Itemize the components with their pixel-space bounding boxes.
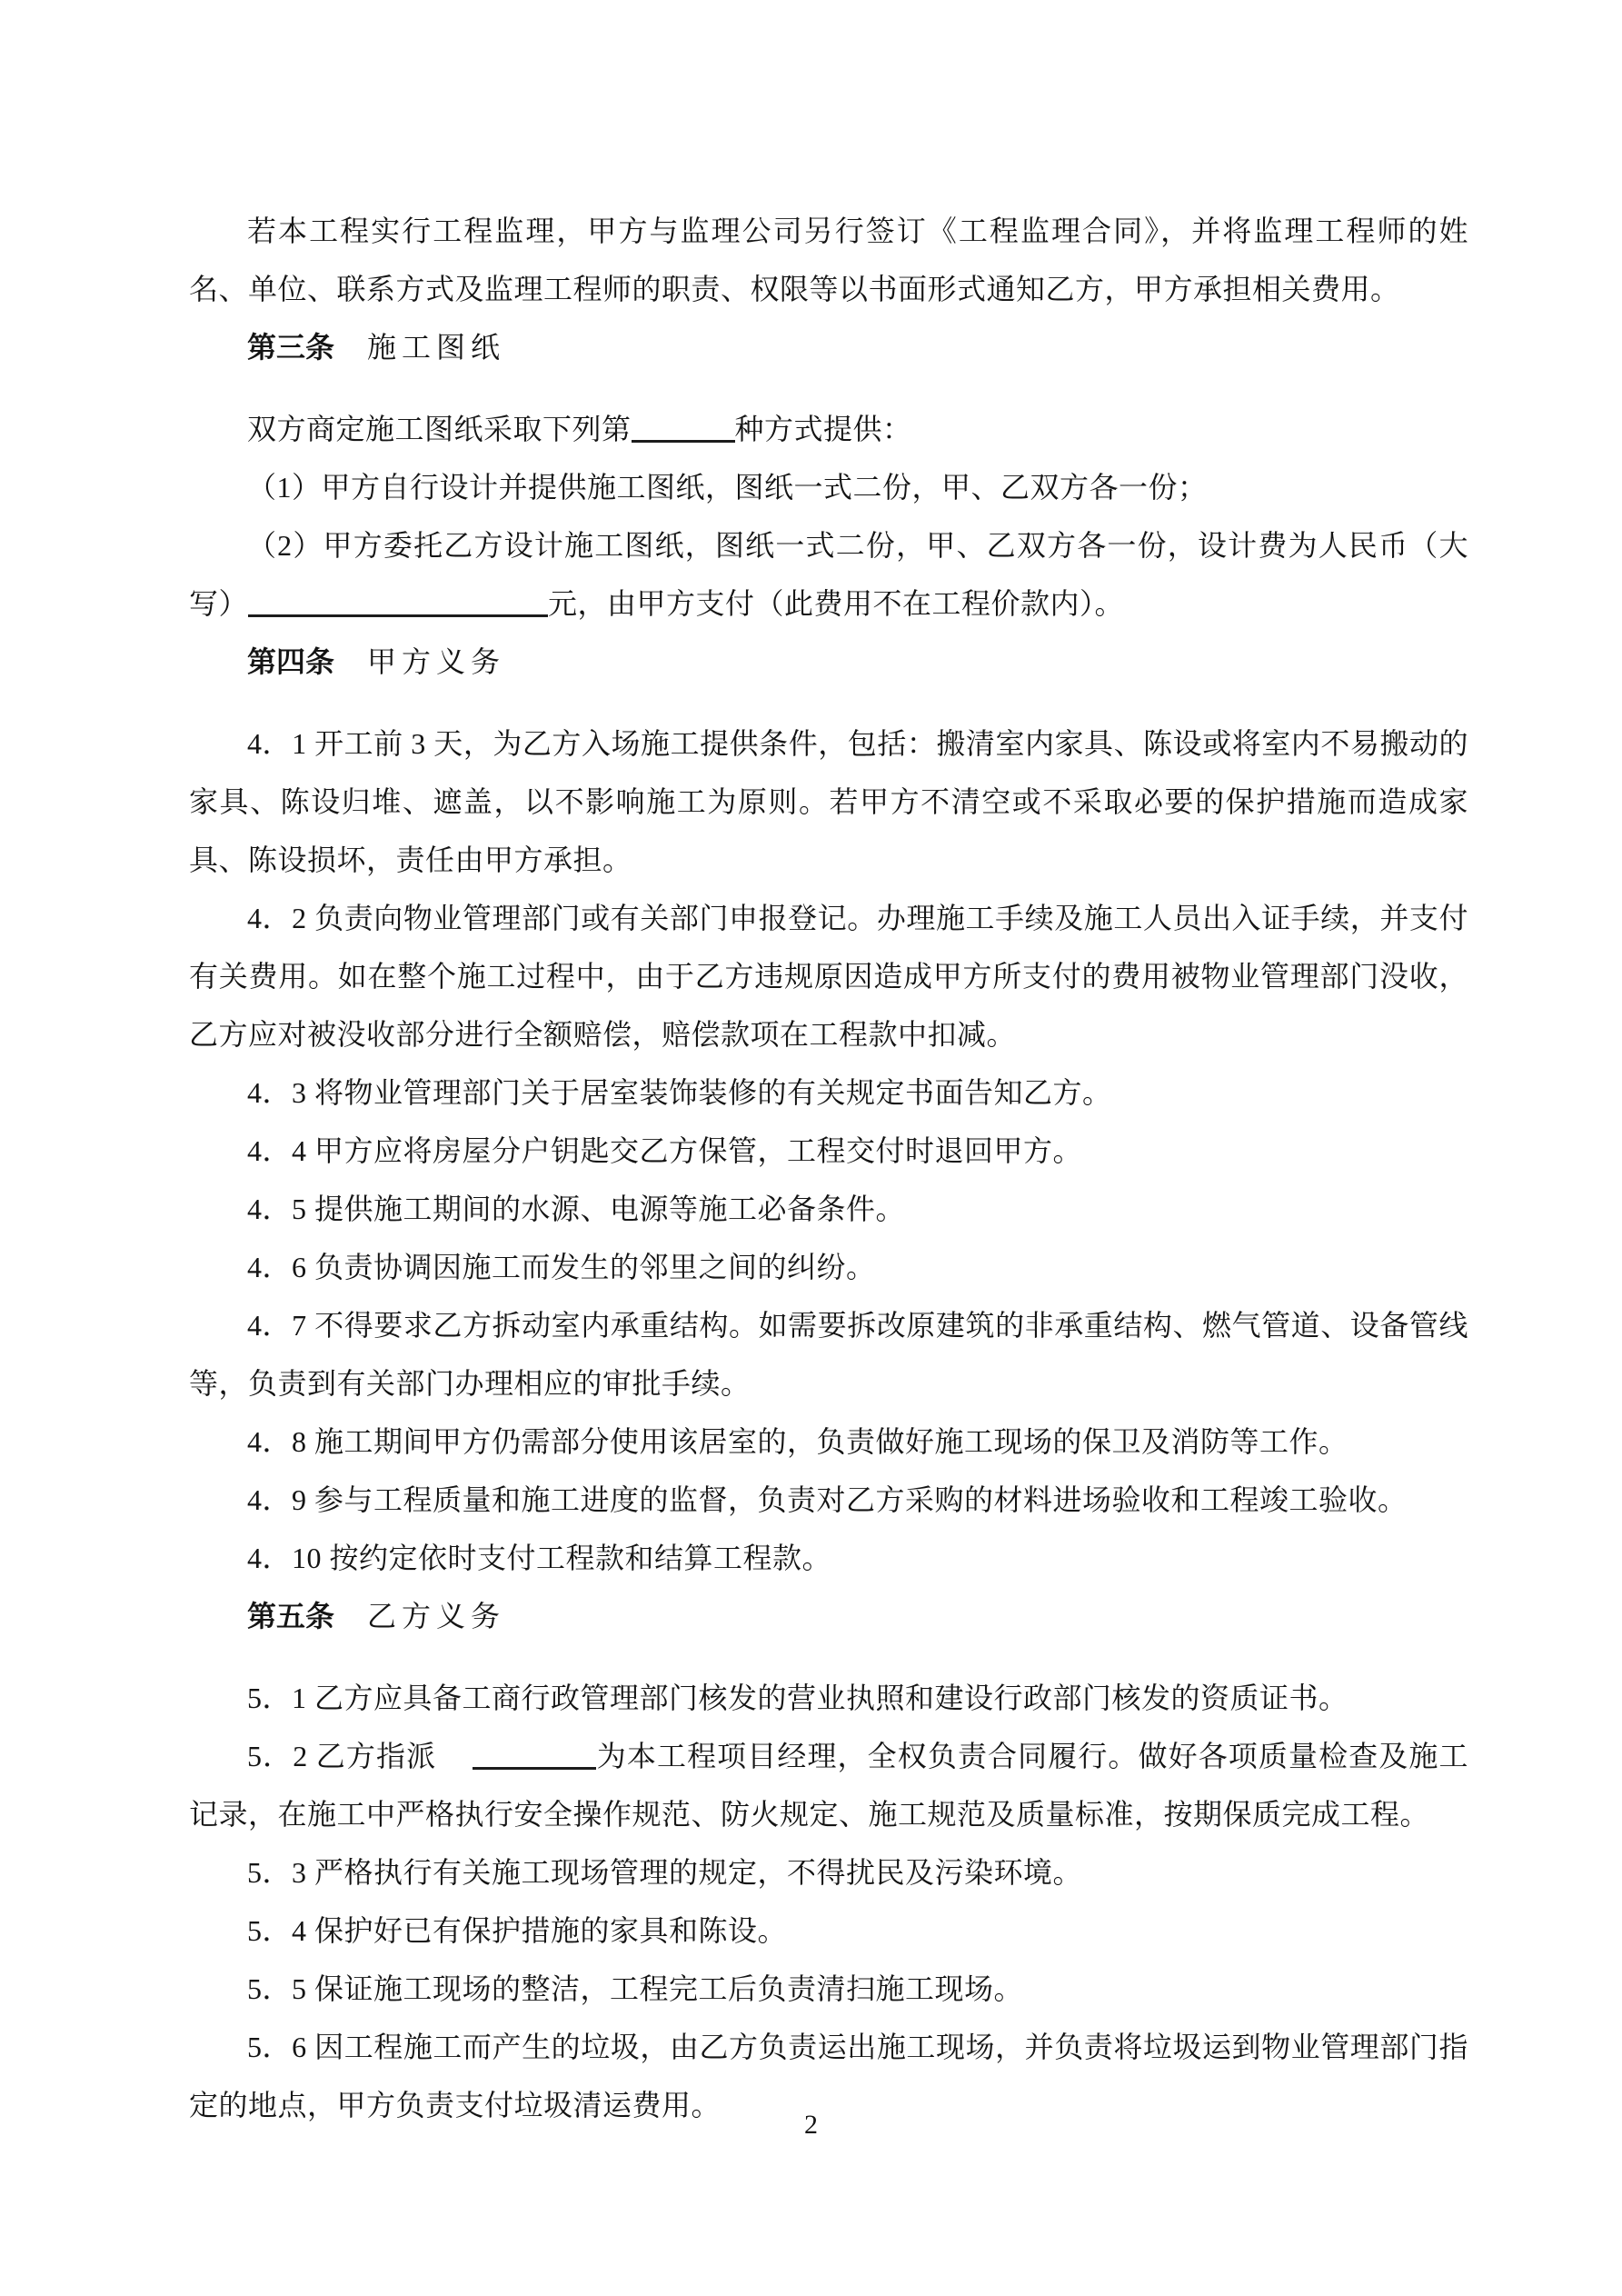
- paragraph: [189, 1413, 1468, 1471]
- heading-number: 第五条: [247, 1600, 335, 1632]
- section-heading: [189, 633, 1468, 691]
- fill-in-blank: [473, 1740, 596, 1770]
- heading-title: 甲方义务: [367, 645, 506, 678]
- page-number: 2: [804, 2110, 818, 2140]
- paragraph-text: 4．3 将物业管理部门关于居室装饰装修的有关规定书面告知乙方。: [247, 1076, 1112, 1109]
- paragraph-text: 4．6 负责协调因施工而发生的邻里之间的纠纷。: [247, 1251, 876, 1283]
- paragraph-text: 4．10 按约定依时支付工程款和结算工程款。: [247, 1542, 832, 1574]
- paragraph-text: 4．7 不得要求乙方拆动室内承重结构。如需要拆改原建筑的非承重结构、燃气管道、设备管线等，负责到有关部门办理相应的审批手续。: [189, 1309, 1468, 1400]
- heading-title: 乙方义务: [367, 1600, 506, 1632]
- paragraph-text: 双方商定施工图纸采取下列第: [247, 413, 632, 445]
- section-heading: [189, 318, 1468, 376]
- heading-title: 施工图纸: [367, 331, 506, 364]
- paragraph-text: 5．2 乙方指派: [247, 1740, 437, 1772]
- heading-number: 第四条: [247, 645, 335, 678]
- paragraph: [189, 889, 1468, 1063]
- paragraph: [189, 1180, 1468, 1238]
- paragraph-text: 5．3 严格执行有关施工现场管理的规定，不得扰民及污染环境。: [247, 1856, 1083, 1889]
- paragraph: [189, 1063, 1468, 1122]
- paragraph: [189, 516, 1468, 633]
- paragraph-text: 4．2 负责向物业管理部门或有关部门申报登记。办理施工手续及施工人员出入证手续，并支付有关费用。如在整个施工过程中，由于乙方违规原因造成甲方所支付的费用被物业管理部门没收，乙方应对被没收部分进行全额赔偿，赔偿款项在工程款中扣减。: [189, 902, 1468, 1051]
- paragraph-text: （2）甲方委托乙方设计施工图纸，图纸一式二份，甲、乙双方各一份，设计费为人民币（大写）: [189, 529, 1468, 620]
- paragraph: [189, 202, 1468, 318]
- paragraph-text: 4．5 提供施工期间的水源、电源等施工必备条件。: [247, 1193, 906, 1225]
- paragraph-text: 5．5 保证施工现场的整洁，工程完工后负责清扫施工现场。: [247, 1972, 1024, 2005]
- heading-number: 第三条: [247, 331, 335, 364]
- fill-in-blank: [248, 587, 548, 617]
- paragraph: [189, 1843, 1468, 1902]
- paragraph: [189, 1122, 1468, 1180]
- paragraph-text: 若本工程实行工程监理，甲方与监理公司另行签订《工程监理合同》，并将监理工程师的姓名、单位、联系方式及监理工程师的职责、权限等以书面形式通知乙方，甲方承担相关费用。: [189, 215, 1468, 305]
- contract-body: [189, 202, 1468, 2134]
- paragraph: [189, 1960, 1468, 2018]
- paragraph-text: （1）甲方自行设计并提供施工图纸，图纸一式二份，甲、乙双方各一份；: [247, 471, 1208, 504]
- paragraph-text: 5．6 因工程施工而产生的垃圾，由乙方负责运出施工现场，并负责将垃圾运到物业管理部门指定的地点，甲方负责支付垃圾清运费用。: [189, 2031, 1468, 2121]
- paragraph-text: 4．9 参与工程质量和施工进度的监督，负责对乙方采购的材料进场验收和工程竣工验收。: [247, 1483, 1408, 1516]
- paragraph: [189, 1238, 1468, 1296]
- paragraph: [189, 1727, 1468, 1843]
- paragraph: [189, 1529, 1468, 1587]
- fill-in-blank: [632, 413, 735, 443]
- paragraph: [189, 400, 1468, 458]
- paragraph: [189, 458, 1468, 516]
- paragraph: [189, 714, 1468, 889]
- paragraph-text: 5．4 保护好已有保护措施的家具和陈设。: [247, 1914, 788, 1947]
- paragraph-text: 5．1 乙方应具备工商行政管理部门核发的营业执照和建设行政部门核发的资质证书。: [247, 1682, 1348, 1714]
- paragraph: [189, 1471, 1468, 1529]
- paragraph-text: 4．8 施工期间甲方仍需部分使用该居室的，负责做好施工现场的保卫及消防等工作。: [247, 1425, 1348, 1458]
- paragraph-text: 元，由甲方支付（此费用不在工程价款内）。: [548, 587, 1125, 620]
- paragraph: [189, 1296, 1468, 1413]
- paragraph: [189, 1902, 1468, 1960]
- section-heading: [189, 1587, 1468, 1645]
- paragraph-text: 为本工程项目经理，全权负责合同履行。做好各项质量检查及施工记录，在施工中严格执行安全操作规范、防火规定、施工规范及质量标准，按期保质完成工程。: [189, 1740, 1468, 1831]
- paragraph-text: 4．4 甲方应将房屋分户钥匙交乙方保管，工程交付时退回甲方。: [247, 1134, 1083, 1167]
- paragraph-text: 4．1 开工前 3 天，为乙方入场施工提供条件，包括：搬清室内家具、陈设或将室内不易搬动的家具、陈设归堆、遮盖，以不影响施工为原则。若甲方不清空或不采取必要的保护措施而造成家具、陈设损坏，责任由甲方承担。: [189, 727, 1468, 876]
- paragraph-text: 种方式提供：: [734, 413, 912, 445]
- paragraph: [189, 1669, 1468, 1727]
